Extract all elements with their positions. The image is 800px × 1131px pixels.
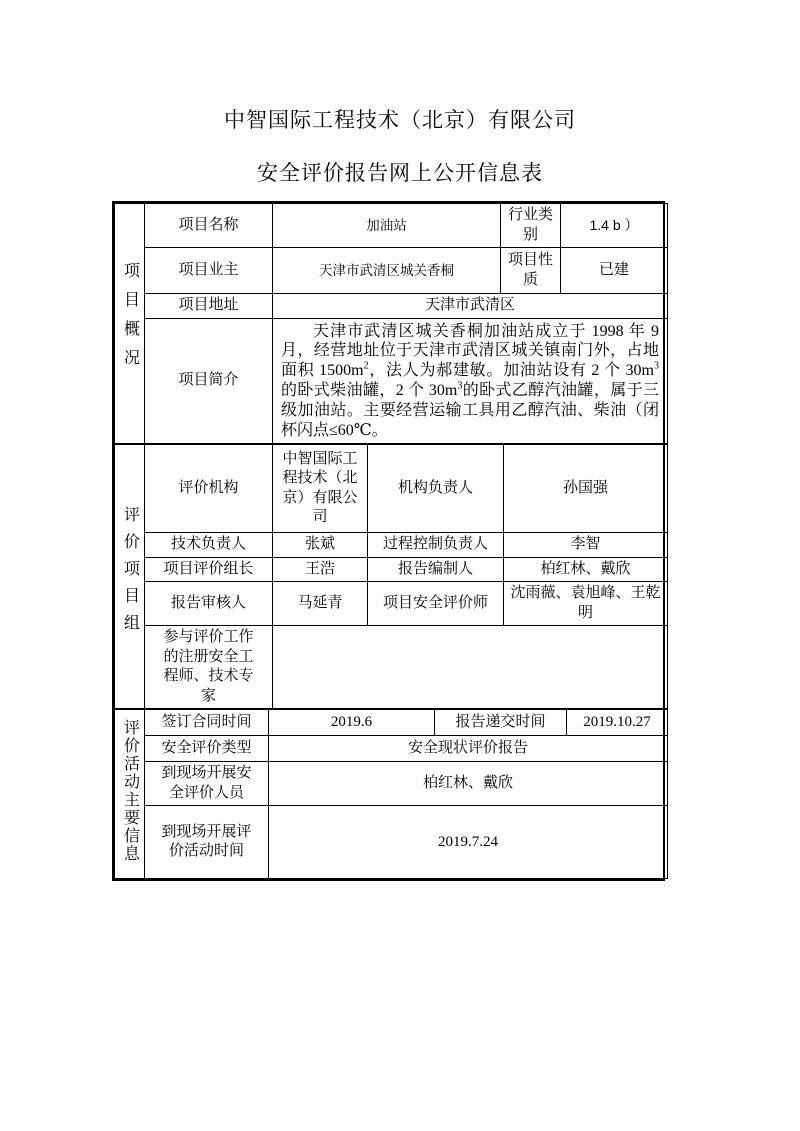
address-label: 项目地址 <box>145 294 273 319</box>
table-row <box>115 736 668 762</box>
table-row <box>115 806 668 879</box>
table-row <box>115 318 668 444</box>
table-row <box>115 204 668 248</box>
project-name-label: 项目名称 <box>145 204 273 248</box>
contract-date-value: 2019.6 <box>269 710 435 736</box>
experts-label: 参与评价工作的注册安全工程师、技术专家 <box>145 626 273 709</box>
intro-text-1: 天津市武清区城关香桐加油站成立于 1998 年 9 月，经营地址位于天津市武清区城关镇南门外，占地面积 1500m <box>281 322 659 380</box>
eval-type-label: 安全评价类型 <box>145 736 269 762</box>
report-writer-label: 报告编制人 <box>368 557 504 582</box>
owner-label: 项目业主 <box>145 248 273 294</box>
nature-value: 已建 <box>561 248 668 294</box>
table-row <box>115 248 668 294</box>
group-leader-value: 王浩 <box>273 557 368 582</box>
tech-lead-value: 张斌 <box>273 533 368 558</box>
intro-superscript-1: 2 <box>363 360 369 372</box>
intro-value <box>273 318 668 444</box>
address-value: 天津市武清区 <box>273 294 668 319</box>
industry-value: 1.4 b ） <box>561 204 668 248</box>
table-row <box>115 762 668 806</box>
onsite-staff-value: 柏红林、戴欣 <box>269 762 668 806</box>
table-row <box>115 557 668 582</box>
info-table <box>112 201 665 881</box>
side-label-overview <box>115 204 145 444</box>
process-lead-label: 过程控制负责人 <box>368 533 504 558</box>
report-reviewer-label: 报告审核人 <box>145 582 273 626</box>
document-title: 中智国际工程技术（北京）有限公司 <box>224 108 576 132</box>
intro-label: 项目简介 <box>145 318 273 444</box>
evaluators-label: 项目安全评价师 <box>368 582 504 626</box>
evaluators-value: 沈雨薇、袁旭峰、王乾明 <box>504 582 668 626</box>
intro-superscript-3: 3 <box>457 380 463 392</box>
group-leader-label: 项目评价组长 <box>145 557 273 582</box>
org-label: 评价机构 <box>145 445 273 533</box>
intro-superscript-2: 3 <box>654 360 659 372</box>
intro-paragraph <box>281 322 659 441</box>
org-head-label: 机构负责人 <box>368 445 504 533</box>
intro-text-3: 的卧式柴油罐，2 个 30m <box>281 381 458 399</box>
table-row <box>115 445 668 533</box>
table-row <box>115 710 668 736</box>
submit-date-value: 2019.10.27 <box>567 710 668 736</box>
side-label-text: 评价项目组 <box>121 506 139 642</box>
contract-date-label: 签订合同时间 <box>145 710 269 736</box>
section-activity <box>114 709 668 879</box>
org-value: 中智国际工程技术（北京）有限公司 <box>273 445 368 533</box>
table-row <box>115 533 668 558</box>
side-label-text: 项目概况 <box>121 262 139 379</box>
side-label-activity <box>115 710 145 879</box>
onsite-time-label: 到现场开展评价活动时间 <box>145 806 269 879</box>
submit-date-label: 报告递交时间 <box>435 710 567 736</box>
table-row <box>115 582 668 626</box>
side-label-team <box>115 445 145 709</box>
intro-text-2: ，法人为郝建敏。加油站设有 2 个 30m <box>368 362 654 380</box>
org-head-value: 孙国强 <box>504 445 668 533</box>
table-row <box>115 626 668 709</box>
section-overview <box>114 203 668 444</box>
owner-value: 天津市武清区城关香桐 <box>273 248 501 294</box>
intro-text-4: 的卧式乙醇汽油罐，属于三级加油站。主要经营运输工具用乙醇汽油、柴油（闭杯闪点≤60℃。 <box>281 381 659 439</box>
industry-label: 行业类别 <box>501 204 561 248</box>
report-reviewer-value: 马延青 <box>273 582 368 626</box>
tech-lead-label: 技术负责人 <box>145 533 273 558</box>
table-row <box>115 294 668 319</box>
eval-type-value: 安全现状评价报告 <box>269 736 668 762</box>
process-lead-value: 李智 <box>504 533 668 558</box>
nature-label: 项目性质 <box>501 248 561 294</box>
experts-value <box>273 626 668 709</box>
document-subtitle: 安全评价报告网上公开信息表 <box>257 161 543 185</box>
onsite-staff-label: 到现场开展安全评价人员 <box>145 762 269 806</box>
project-name-value: 加油站 <box>273 204 501 248</box>
section-team <box>114 444 668 709</box>
side-label-text: 评价活动主要信息 <box>121 719 139 864</box>
report-writer-value: 柏红林、戴欣 <box>504 557 668 582</box>
onsite-time-value: 2019.7.24 <box>269 806 668 879</box>
